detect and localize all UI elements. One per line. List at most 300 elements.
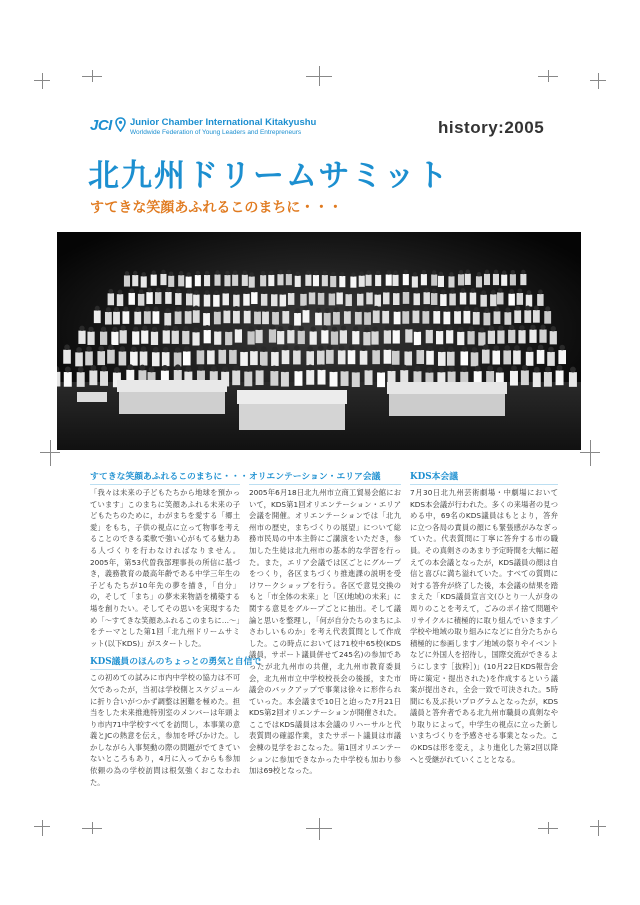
crowd-person-body: [404, 351, 412, 365]
crowd-person-head: [151, 270, 155, 274]
crowd-person-body: [94, 310, 101, 323]
crowd-person-body: [394, 312, 401, 325]
crowd-person-head: [318, 345, 324, 351]
crowd-person-head: [186, 272, 190, 276]
crowd-person-body: [547, 352, 555, 366]
crowd-person-head: [198, 365, 204, 371]
crowd-person-head: [493, 345, 499, 351]
crowd-person-body: [421, 274, 427, 285]
crowd-person-head: [511, 365, 517, 371]
crowd-person-head: [353, 367, 359, 373]
crowd-person-head: [198, 345, 204, 351]
crowd-person-body: [443, 312, 450, 325]
crowd-person-head: [224, 306, 229, 311]
crowd-person-head: [319, 364, 325, 370]
crowd-person-body: [360, 351, 368, 365]
crowd-person-head: [461, 288, 466, 293]
crowd-person-head: [194, 290, 199, 295]
crowd-person-body: [457, 332, 464, 345]
crowd-person-head: [156, 288, 161, 293]
crowd-person-head: [358, 289, 363, 294]
crowd-person-body: [510, 371, 518, 386]
crowd-person-body: [313, 275, 319, 286]
crowd-person-body: [447, 352, 455, 366]
crowd-person-body: [282, 350, 290, 364]
crowd-person-head: [133, 326, 138, 331]
section-body-orientation: 2005年6月18日北九州市立商工貿易会館において，KDS第1回オリエンテーション・エリア会議を開催。オリエンテーションでは「北九州市の歴史，まちづくりの展望」について総務市民局の中本主幹にご講演をいただき，参加した生徒は北九州市の基本的な学習を行った。また，エリア会議では区ごとにグループをつくり，各区まちづくり推進課の説明を受けワークショップを行う。各区で意見交換のもと「市全体の未来」と「区(地域)の未来」に関する意見をグループごとに抽出。そして議論と思いを整理し，「何が自分たちのまちにふさわしいものか」を考え代表質問として作成した。この時点においては71校中65校(KDS議員，サポート議員併せて245名)の参加であったが北九州市の共催，北九州市教育委員会，北九州市立中学校校長会の後援，また市議会のバックアップで事業は徐々に形作られていった。本会議まで10日と迫った7月21日KDS第2回オリエンテーションが開催された。ここではKDS議員は本会議のリハーサルと代表質問の確認作業，またサポート議員は市議会棟の見学をおこなった。第1回オリエンテーションに参加できなかった中学校も加わり参加は69校となった。: [249, 488, 401, 776]
crowd-person-body: [366, 292, 372, 304]
crowd-person-body: [488, 331, 495, 344]
crowd-person-head: [152, 327, 157, 332]
crowd-person-head: [519, 325, 524, 330]
crowd-person-head: [233, 270, 237, 274]
crowd-person-head: [272, 347, 278, 353]
crowd-person-head: [245, 306, 250, 311]
crowd-person-head: [244, 289, 249, 294]
crowd-person-head: [373, 345, 379, 351]
crowd-person-body: [163, 330, 170, 343]
crowd-person-body: [192, 332, 199, 345]
crowd-person-head: [255, 307, 260, 312]
crowd-person-head: [205, 325, 210, 330]
crowd-person-body: [363, 332, 370, 345]
crowd-person-body: [483, 313, 490, 326]
crowd-person-body: [100, 332, 107, 345]
crowd-person-head: [114, 367, 120, 373]
crowd-person-body: [317, 351, 325, 365]
crowd-person-body: [87, 332, 94, 345]
crowd-person-head: [234, 290, 239, 295]
crowd-person-body: [261, 294, 267, 306]
crowd-person-head: [385, 325, 390, 330]
section-body-courage: この初めての試みに市内中学校の協力は不可欠であったが，当初は学校側とスケジュールに折り合いがつかず調整は困難を極めた。担当をした未来推進特別室のメンバーは年頭より市内71中学校すべてを訪問し，本事業の意義とJCの熱意を伝え，参加を呼びかけた。しかしながら入事契動の際の問題がでてきていないところもあり，4月に入ってからも参加依頼の為の学校訪問は根気強くおこなわれた。: [90, 673, 240, 787]
crowd-person-body: [132, 275, 138, 286]
crowd-person-body: [63, 350, 71, 364]
crowd-person-body: [193, 310, 200, 323]
crowd-person-body: [277, 274, 283, 285]
crowd-person-head: [166, 287, 171, 292]
crowd-person-body: [120, 330, 127, 343]
section-heading-intro: すてきな笑顔あふれるこのまちに・・・: [90, 470, 240, 485]
crowd-person-body: [482, 350, 490, 364]
crowd-person-head: [283, 306, 288, 311]
crowd-person-body: [213, 295, 219, 307]
crowd-person-head: [570, 367, 576, 373]
crowd-person-body: [277, 331, 284, 344]
page-subtitle: すてきな笑顔あふれるこのまちに・・・: [90, 200, 343, 216]
crowd-person-head: [307, 346, 313, 352]
crowd-person-head: [272, 290, 277, 295]
crowd-person-head: [175, 364, 181, 370]
crowd-person-head: [449, 366, 455, 372]
crowd-person-head: [505, 307, 510, 312]
crowd-person-head: [485, 270, 489, 274]
crowd-person-head: [468, 326, 473, 331]
crowd-person-body: [318, 370, 326, 385]
crowd-person-body: [203, 313, 210, 326]
crowd-person-body: [124, 275, 130, 286]
crowd-person-head: [262, 289, 267, 294]
crowd-person-body: [416, 350, 424, 364]
crowd-person-body: [117, 294, 123, 306]
crowd-person-head: [509, 325, 514, 330]
crowd-person-body: [281, 372, 289, 387]
crowd-person-body: [329, 293, 335, 305]
crowd-person-head: [413, 272, 417, 276]
crowd-person-body: [403, 274, 409, 285]
crowd-person-body: [440, 294, 446, 306]
crowd-person-body: [377, 372, 385, 387]
crowd-person-body: [392, 351, 400, 365]
crowd-person-head: [289, 289, 294, 294]
crowd-person-body: [247, 331, 254, 344]
crowd-person-body: [501, 275, 507, 286]
crowd-person-head: [222, 366, 228, 372]
crowd-person-head: [175, 347, 181, 353]
crowd-person-head: [236, 324, 241, 329]
crowd-person-head: [384, 288, 389, 293]
crowd-person-body: [318, 293, 324, 305]
crowd-person-body: [282, 311, 289, 324]
crowd-person-body: [119, 351, 127, 365]
crowd-person-body: [132, 331, 139, 344]
crowd-person-body: [223, 293, 229, 305]
crowd-person-body: [164, 313, 171, 326]
crowd-person-head: [551, 326, 556, 331]
crowd-person-head: [471, 288, 476, 293]
crowd-person-head: [131, 346, 137, 352]
crowd-person-head: [494, 307, 499, 312]
crowd-person-head: [404, 287, 409, 292]
crowd-person-head: [361, 345, 367, 351]
crowd-person-head: [225, 271, 229, 275]
crowd-person-head: [514, 345, 520, 351]
crowd-person-body: [539, 330, 546, 343]
crowd-person-body: [448, 276, 454, 287]
crowd-person-body: [268, 275, 274, 286]
crowd-person-body: [108, 293, 114, 305]
crowd-person-body: [412, 276, 418, 287]
crowd-person-head: [498, 288, 503, 293]
crowd-person-head: [540, 324, 545, 329]
crowd-person-body: [232, 275, 238, 286]
crowd-person-body: [233, 311, 240, 324]
crowd-person-body: [508, 294, 514, 306]
crowd-person-head: [162, 365, 168, 371]
crowd-person-head: [176, 289, 181, 294]
crowd-person-body: [569, 372, 577, 387]
crowd-person-body: [295, 276, 301, 287]
crowd-person-head: [332, 326, 337, 331]
crowd-person-body: [223, 311, 230, 324]
crowd-person-body: [186, 293, 192, 305]
crowd-person-head: [183, 326, 188, 331]
crowd-person-head: [153, 306, 158, 311]
crowd-person-head: [98, 346, 104, 352]
crowd-person-head: [515, 306, 520, 311]
crowd-person-head: [353, 326, 358, 331]
crowd-person-body: [524, 310, 531, 323]
crowd-person-body: [340, 330, 347, 343]
crowd-person-body: [174, 352, 182, 366]
crowd-person-body: [165, 292, 171, 304]
crowd-person-body: [122, 311, 129, 324]
crowd-person-head: [226, 327, 231, 332]
crowd-person-body: [207, 350, 215, 364]
crowd-person-head: [147, 288, 152, 293]
crowd-person-head: [248, 326, 253, 331]
crowd-person-body: [155, 292, 161, 304]
crowd-person-head: [88, 327, 93, 332]
crowd-person-head: [329, 289, 334, 294]
crowd-person-head: [139, 365, 145, 371]
article-column-2: [249, 470, 401, 777]
crowd-person-head: [527, 347, 533, 353]
crowd-person-head: [375, 290, 380, 295]
crowd-person-body: [372, 350, 380, 364]
crowd-person-head: [86, 346, 92, 352]
crowd-person-head: [306, 270, 310, 274]
crowd-person-head: [367, 288, 372, 293]
crowd-person-head: [135, 307, 140, 312]
crowd-person-head: [256, 325, 261, 330]
crowd-person-body: [97, 351, 105, 365]
crowd-person-head: [185, 366, 191, 372]
crowd-person-head: [414, 289, 419, 294]
crowd-person-body: [476, 276, 482, 287]
crowd-person-body: [556, 370, 564, 385]
crowd-person-head: [497, 367, 503, 373]
crowd-person-body: [352, 372, 360, 387]
crowd-person-body: [232, 370, 240, 385]
crowd-person-body: [77, 372, 85, 387]
crowd-person-head: [466, 270, 470, 274]
crowd-person-body: [520, 274, 526, 285]
crowd-person-body: [107, 350, 115, 364]
crowd-person-head: [509, 289, 514, 294]
crowd-person-body: [326, 350, 334, 364]
crowd-person-body: [306, 370, 314, 385]
crowd-person-head: [161, 270, 165, 274]
crowd-person-body: [518, 330, 525, 343]
crowd-person-body: [460, 293, 466, 305]
crowd-person-head: [450, 289, 455, 294]
crowd-person-body: [558, 350, 566, 364]
crowd-person-body: [484, 274, 490, 285]
crowd-person-head: [114, 307, 119, 312]
crowd-person-body: [288, 293, 294, 305]
crowd-person-body: [130, 352, 138, 366]
crowd-person-body: [286, 274, 292, 285]
crowd-person-head: [241, 347, 247, 353]
crowd-person-body: [338, 350, 346, 364]
crowd-person-head: [401, 365, 407, 371]
crowd-person-head: [378, 367, 384, 373]
crowd-person-body: [413, 293, 419, 305]
crowd-person-body: [272, 312, 279, 325]
crowd-person-head: [106, 307, 111, 312]
crowd-person-body: [315, 313, 322, 326]
crowd-person-head: [271, 365, 277, 371]
crowd-person-body: [294, 313, 301, 326]
crowd-person-head: [219, 344, 225, 350]
crowd-person-body: [438, 352, 446, 366]
group-photo: [57, 232, 581, 450]
crowd-person-head: [311, 326, 316, 331]
crowd-person-body: [393, 330, 400, 343]
crowd-person-head: [165, 308, 170, 313]
crowd-person-body: [366, 275, 372, 286]
crowd-person-head: [448, 346, 454, 352]
crowd-person-head: [184, 346, 190, 352]
crowd-person-body: [244, 311, 251, 324]
crowd-person-body: [465, 274, 471, 285]
crowd-person-body: [330, 372, 338, 387]
history-label: history:2005: [438, 118, 545, 137]
crowd-person-head: [394, 325, 399, 330]
crowd-person-body: [436, 331, 443, 344]
crowd-person-body: [438, 276, 444, 287]
crowd-person-body: [256, 370, 264, 385]
crowd-person-head: [295, 272, 299, 276]
crowd-person-head: [214, 290, 219, 295]
crowd-person-head: [413, 306, 418, 311]
crowd-person-head: [439, 272, 443, 276]
crowd-person-body: [405, 329, 412, 342]
crowd-person-body: [113, 312, 120, 325]
crowd-person-body: [151, 275, 157, 286]
crowd-person-head: [447, 325, 452, 330]
crowd-person-body: [240, 352, 248, 366]
crowd-person-body: [359, 276, 365, 287]
crowd-person-body: [141, 330, 148, 343]
crowd-person-head: [76, 347, 82, 353]
crowd-person-head: [487, 365, 493, 371]
crowd-person-body: [244, 372, 252, 387]
crowd-person-body: [550, 331, 557, 344]
org-tagline: Worldwide Federation of Young Leaders and Entrepreneurs: [130, 129, 302, 136]
crowd-person-body: [270, 371, 278, 386]
crowd-person-head: [557, 365, 563, 371]
crowd-person-head: [270, 324, 275, 329]
crowd-person-body: [393, 293, 399, 305]
crowd-person-body: [175, 293, 181, 305]
crowd-person-body: [364, 312, 371, 325]
crowd-person-head: [340, 272, 344, 276]
crowd-person-body: [537, 294, 543, 306]
crowd-person-body: [294, 371, 302, 386]
crowd-person-head: [455, 306, 460, 311]
crowd-person-head: [233, 365, 239, 371]
crowd-person-body: [305, 275, 311, 286]
crowd-person-head: [376, 271, 380, 275]
crowd-person-body: [544, 372, 552, 387]
crowd-person-body: [341, 371, 349, 386]
crowd-person-body: [175, 311, 182, 324]
crowd-person-head: [444, 307, 449, 312]
crowd-person-head: [417, 345, 423, 351]
crowd-person-body: [386, 275, 392, 286]
crowd-person-body: [195, 275, 201, 286]
crowd-person-body: [225, 332, 232, 345]
crowd-person-body: [402, 311, 409, 324]
crowd-person-body: [204, 295, 210, 307]
crowd-person-head: [356, 307, 361, 312]
crowd-person-body: [336, 292, 342, 304]
crowd-person-body: [413, 311, 420, 324]
crowd-person-head: [145, 306, 150, 311]
crowd-person-head: [295, 308, 300, 313]
crowd-person-head: [464, 306, 469, 311]
crowd-person-body: [529, 330, 536, 343]
crowd-person-body: [423, 292, 429, 304]
crowd-person-head: [475, 366, 481, 372]
crowd-person-body: [214, 331, 221, 344]
crowd-person-head: [78, 367, 84, 373]
crowd-person-body: [503, 350, 511, 364]
crowd-person-head: [288, 325, 293, 330]
crowd-person-body: [384, 330, 391, 343]
crowd-person-head: [108, 344, 114, 350]
crowd-person-head: [205, 290, 210, 295]
crowd-person-head: [404, 270, 408, 274]
crowd-person-body: [269, 329, 276, 342]
crowd-person-body: [493, 274, 499, 285]
crowd-person-body: [446, 330, 453, 343]
crowd-person-head: [545, 366, 551, 372]
crowd-person-body: [471, 352, 479, 366]
crowd-person-body: [324, 313, 331, 326]
crowd-person-head: [406, 324, 411, 329]
crowd-person-body: [526, 352, 534, 366]
crowd-person-body: [146, 292, 152, 304]
crowd-person-body: [162, 352, 170, 366]
crowd-person-body: [233, 295, 239, 307]
crowd-person-body: [533, 310, 540, 323]
map-pin-icon: [115, 117, 126, 132]
crowd-person-body: [140, 351, 148, 365]
crowd-person-head: [142, 325, 147, 330]
crowd-person-head: [204, 308, 209, 313]
crowd-person-head: [215, 326, 220, 331]
crowd-person-body: [352, 331, 359, 344]
crowd-person-head: [494, 270, 498, 274]
crowd-person-head: [127, 364, 133, 370]
crowd-person-head: [322, 325, 327, 330]
crowd-person-body: [504, 312, 511, 325]
crowd-person-head: [538, 345, 544, 351]
crowd-person-body: [152, 352, 160, 366]
crowd-person-head: [422, 270, 426, 274]
crowd-person-body: [454, 311, 461, 324]
crowd-person-head: [280, 290, 285, 295]
crowd-person-head: [427, 345, 433, 351]
crowd-person-body: [392, 275, 398, 286]
crowd-person-body: [333, 312, 340, 325]
crowd-person-head: [432, 289, 437, 294]
crowd-person-body: [431, 274, 437, 285]
crowd-person-head: [263, 307, 268, 312]
crowd-person-head: [479, 327, 484, 332]
crowd-person-head: [282, 366, 288, 372]
crowd-person-head: [393, 271, 397, 275]
crowd-person-body: [467, 331, 474, 344]
jci-logo: JCI: [90, 117, 112, 134]
crowd-person-body: [128, 293, 134, 305]
crowd-person-body: [229, 350, 237, 364]
crowd-person-body: [186, 277, 192, 288]
crowd-person-body: [89, 370, 97, 385]
